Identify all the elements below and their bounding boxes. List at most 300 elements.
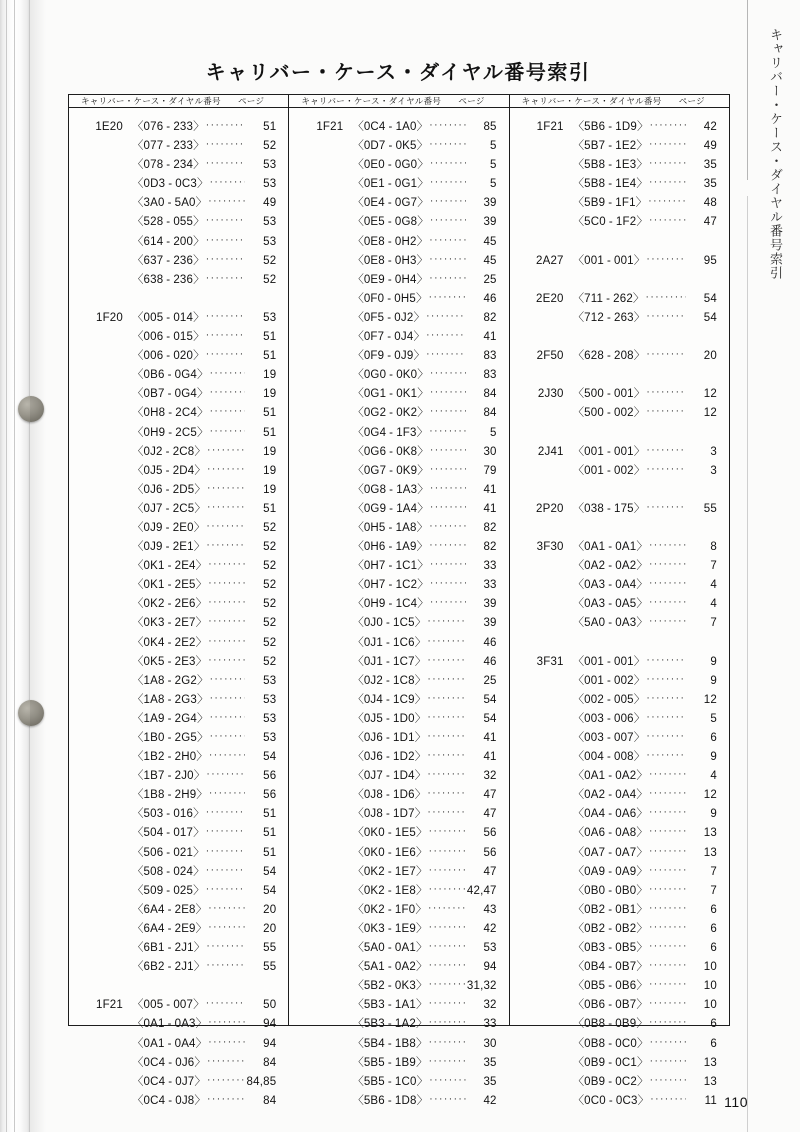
- index-entry[interactable]: [289, 748, 508, 767]
- dot-leader: [207, 1073, 245, 1085]
- bracket-open: 〈: [132, 273, 144, 286]
- index-entry[interactable]: [69, 710, 288, 729]
- index-entry[interactable]: [510, 996, 729, 1015]
- case-number: 0A2: [584, 560, 606, 573]
- dial-number: 0A9: [615, 865, 637, 878]
- case-dial-pair: [564, 939, 648, 955]
- bracket-close: 〉: [194, 1075, 206, 1088]
- index-entry[interactable]: [510, 901, 729, 920]
- group-spacer: [510, 328, 729, 347]
- index-entry[interactable]: [289, 252, 508, 271]
- index-entry[interactable]: [69, 958, 288, 977]
- index-entry[interactable]: [510, 1073, 729, 1092]
- dial-number: 001: [613, 254, 634, 267]
- pair-separator: -: [166, 140, 171, 153]
- entry-page-number: 12: [703, 388, 717, 401]
- case-number: 0B7: [143, 388, 165, 401]
- index-entry[interactable]: [510, 1054, 729, 1073]
- index-entry[interactable]: [69, 729, 288, 748]
- dot-leader: [646, 710, 686, 722]
- case-number: 6B1: [143, 942, 165, 955]
- bracket-close: 〉: [193, 254, 205, 267]
- index-entry[interactable]: [510, 118, 729, 137]
- case-number: 001: [584, 655, 604, 668]
- index-entry[interactable]: [69, 404, 288, 423]
- bracket-close: 〉: [414, 732, 427, 744]
- index-entry[interactable]: [510, 347, 729, 366]
- bracket-close: 〉: [195, 579, 208, 592]
- index-entry[interactable]: [510, 748, 729, 767]
- dot-leader: [207, 500, 245, 512]
- index-entry[interactable]: [510, 920, 729, 939]
- index-entry[interactable]: [510, 882, 729, 901]
- index-entry[interactable]: [289, 920, 508, 939]
- index-entry[interactable]: [510, 653, 729, 672]
- index-entry[interactable]: [510, 595, 729, 614]
- index-entry[interactable]: [69, 538, 288, 557]
- index-entry[interactable]: [69, 443, 288, 462]
- page-edge-shadow: [30, 0, 46, 1132]
- case-number: 0G8: [363, 483, 387, 496]
- index-entry[interactable]: [289, 443, 508, 462]
- bracket-close: 〉: [193, 331, 205, 344]
- case-number: 0A1: [143, 1037, 165, 1050]
- dot-leader: [649, 939, 686, 951]
- index-entry[interactable]: [289, 786, 508, 805]
- index-entry[interactable]: [289, 939, 508, 958]
- bracket-open: 〈: [352, 770, 364, 783]
- dot-leader: [649, 863, 686, 875]
- index-entry[interactable]: [510, 194, 729, 213]
- index-entry[interactable]: [69, 271, 288, 290]
- index-entry[interactable]: [510, 824, 729, 843]
- index-entry[interactable]: [289, 805, 508, 824]
- index-entry[interactable]: [510, 958, 729, 977]
- pair-separator: -: [608, 808, 613, 821]
- index-entry[interactable]: [289, 672, 508, 691]
- index-entry[interactable]: [69, 653, 288, 672]
- index-entry[interactable]: [510, 786, 729, 805]
- entry-page-number: 84: [483, 388, 497, 401]
- dial-number: 0A4: [615, 789, 637, 802]
- index-entry[interactable]: [510, 309, 729, 328]
- index-entry[interactable]: [69, 576, 288, 595]
- pair-separator: -: [387, 999, 392, 1012]
- index-entry[interactable]: [289, 557, 508, 576]
- index-entry[interactable]: [289, 271, 508, 290]
- entry-page-number: 19: [263, 464, 277, 477]
- bracket-close: 〉: [417, 388, 429, 401]
- index-entry[interactable]: [289, 538, 508, 557]
- bracket-open: 〈: [572, 560, 585, 573]
- index-entry[interactable]: [289, 213, 508, 232]
- group-spacer: [510, 424, 729, 443]
- index-entry[interactable]: [69, 366, 288, 385]
- index-entry[interactable]: [510, 729, 729, 748]
- entry-page-number: 52: [263, 254, 277, 267]
- index-entry[interactable]: [510, 557, 729, 576]
- index-entry[interactable]: [289, 385, 508, 404]
- index-entry[interactable]: [289, 462, 508, 481]
- bracket-close: 〉: [415, 292, 428, 305]
- dot-leader: [426, 309, 466, 321]
- entry-page-number: 6: [710, 1018, 717, 1031]
- bracket-close: 〉: [416, 140, 429, 153]
- index-entry[interactable]: [510, 710, 729, 729]
- case-dial-pair: [123, 385, 208, 401]
- index-entry[interactable]: [289, 882, 508, 901]
- index-entry[interactable]: [510, 844, 729, 863]
- bracket-close: 〉: [416, 273, 429, 286]
- case-dial-pair: [123, 271, 205, 287]
- dot-leader: [206, 347, 246, 359]
- index-entry[interactable]: [69, 1015, 288, 1034]
- bracket-open: 〈: [572, 502, 585, 515]
- dot-leader: [206, 882, 246, 894]
- case-dial-pair: [343, 500, 428, 516]
- bracket-close: 〉: [193, 961, 206, 974]
- case-number: 5B4: [363, 1037, 385, 1050]
- dial-number: 0A7: [615, 846, 637, 859]
- index-entry[interactable]: [289, 1015, 508, 1034]
- index-entry[interactable]: [289, 118, 508, 137]
- index-entry[interactable]: [69, 672, 288, 691]
- bracket-close: 〉: [633, 407, 646, 420]
- pair-separator: -: [166, 846, 171, 859]
- index-entry[interactable]: [69, 137, 288, 156]
- index-entry[interactable]: [510, 290, 729, 309]
- bracket-close: 〉: [636, 827, 648, 840]
- index-entry[interactable]: [289, 347, 508, 366]
- dial-number: 0B7: [615, 999, 637, 1012]
- index-entry[interactable]: [289, 175, 508, 194]
- entry-page-number: 6: [710, 732, 717, 744]
- index-entry[interactable]: [289, 634, 508, 653]
- index-entry[interactable]: [289, 1073, 508, 1092]
- index-entry[interactable]: [289, 901, 508, 920]
- index-entry[interactable]: [510, 672, 729, 691]
- index-entry[interactable]: [510, 805, 729, 824]
- index-entry[interactable]: [69, 519, 288, 538]
- entry-page-number: 30: [483, 445, 497, 458]
- dot-leader: [209, 404, 245, 416]
- index-entry[interactable]: [510, 213, 729, 232]
- dot-leader: [430, 462, 466, 474]
- bracket-open: 〈: [572, 712, 585, 725]
- index-entry[interactable]: [510, 1092, 729, 1111]
- dot-leader: [646, 653, 686, 665]
- case-dial-pair: [123, 347, 205, 363]
- index-entry[interactable]: [69, 347, 288, 366]
- bracket-open: 〈: [352, 388, 364, 401]
- index-entry[interactable]: [289, 519, 508, 538]
- bracket-close: 〉: [415, 1037, 428, 1050]
- pair-separator: -: [385, 751, 391, 764]
- pair-separator: -: [608, 541, 613, 554]
- dot-leader: [206, 156, 246, 168]
- index-entry[interactable]: [289, 691, 508, 710]
- dial-number: 0B6: [615, 980, 637, 993]
- entry-page-number: 52: [263, 140, 277, 153]
- case-number: 0D3: [143, 178, 166, 191]
- dot-leader: [646, 309, 686, 321]
- index-entry[interactable]: [289, 194, 508, 213]
- dot-leader: [648, 194, 686, 206]
- bracket-open: 〈: [132, 331, 144, 344]
- dot-leader: [206, 137, 246, 149]
- bracket-close: 〉: [413, 350, 425, 363]
- index-entry[interactable]: [289, 996, 508, 1015]
- pair-separator: -: [167, 789, 172, 802]
- index-entry[interactable]: [510, 175, 729, 194]
- index-entry[interactable]: [289, 424, 508, 443]
- case-dial-pair: [343, 175, 428, 191]
- index-entry[interactable]: [289, 863, 508, 882]
- index-entry[interactable]: [510, 767, 729, 786]
- index-entry[interactable]: [289, 156, 508, 175]
- index-entry[interactable]: [289, 614, 508, 633]
- entry-page-number: 56: [263, 770, 277, 783]
- index-entry[interactable]: [289, 290, 508, 309]
- index-entry[interactable]: [289, 233, 508, 252]
- index-entry[interactable]: [289, 1054, 508, 1073]
- index-entry[interactable]: [510, 137, 729, 156]
- index-entry[interactable]: [69, 844, 288, 863]
- case-number: 0J7: [143, 502, 163, 515]
- index-entry[interactable]: [289, 653, 508, 672]
- index-entry[interactable]: [510, 404, 729, 423]
- index-entry[interactable]: [69, 557, 288, 576]
- index-entry[interactable]: [510, 156, 729, 175]
- index-entry[interactable]: [289, 576, 508, 595]
- bracket-close: 〉: [636, 903, 648, 916]
- bracket-close: 〉: [636, 846, 648, 859]
- index-entry[interactable]: [69, 1092, 288, 1111]
- case-number: 5B5: [363, 1075, 385, 1088]
- pair-separator: -: [385, 693, 391, 706]
- case-dial-pair: [343, 634, 426, 650]
- case-dial-pair: [123, 500, 206, 516]
- bracket-open: 〈: [352, 121, 364, 133]
- entry-page-number: 35: [483, 1075, 497, 1088]
- index-entry[interactable]: [289, 977, 508, 996]
- index-entry[interactable]: [69, 748, 288, 767]
- index-entry[interactable]: [510, 614, 729, 633]
- case-number: 712: [584, 311, 604, 324]
- index-entry[interactable]: [69, 1035, 288, 1054]
- bracket-open: 〈: [352, 942, 364, 955]
- index-entry[interactable]: [69, 805, 288, 824]
- column-body: [69, 108, 288, 1111]
- index-entry[interactable]: [510, 576, 729, 595]
- pair-separator: -: [166, 216, 171, 229]
- case-number: 0A6: [584, 827, 606, 840]
- index-entry[interactable]: [289, 958, 508, 977]
- dial-number: 1A2: [394, 1018, 416, 1031]
- index-entry[interactable]: [69, 1073, 288, 1092]
- caliber-number: 3F30: [536, 541, 564, 554]
- case-dial-pair: [343, 538, 428, 554]
- dial-number: 2E4: [174, 560, 196, 573]
- dial-number: 1D4: [393, 770, 415, 783]
- pair-separator: -: [608, 1094, 613, 1107]
- index-entry[interactable]: [510, 500, 729, 519]
- case-dial-pair: [343, 1035, 427, 1051]
- index-entry[interactable]: [69, 767, 288, 786]
- case-dial-pair: [123, 557, 207, 573]
- index-entry[interactable]: [289, 767, 508, 786]
- index-entry[interactable]: [289, 366, 508, 385]
- index-entry[interactable]: [510, 863, 729, 882]
- index-entry[interactable]: [69, 213, 288, 232]
- dot-leader: [208, 194, 245, 206]
- index-entry[interactable]: [69, 424, 288, 443]
- index-entry[interactable]: [69, 252, 288, 271]
- case-number: 5A0: [584, 617, 606, 630]
- bracket-open: 〈: [572, 789, 585, 802]
- bracket-open: 〈: [572, 216, 585, 229]
- index-entry[interactable]: [289, 328, 508, 347]
- index-entry[interactable]: [69, 939, 288, 958]
- dot-leader: [430, 385, 466, 397]
- case-number: 5B3: [363, 999, 385, 1012]
- index-entry[interactable]: [69, 1054, 288, 1073]
- bracket-open: 〈: [132, 502, 144, 515]
- pair-separator: -: [165, 483, 170, 496]
- index-entry[interactable]: [510, 691, 729, 710]
- index-entry[interactable]: [510, 462, 729, 481]
- index-entry[interactable]: [510, 385, 729, 404]
- dial-number: 0G7: [394, 197, 418, 210]
- bracket-close: 〉: [636, 178, 648, 191]
- index-entry[interactable]: [69, 824, 288, 843]
- index-entry[interactable]: [69, 462, 288, 481]
- dot-leader: [649, 901, 686, 913]
- caliber-number: 2P20: [535, 502, 564, 515]
- bracket-open: 〈: [132, 922, 144, 935]
- dial-number: 0G0: [394, 159, 418, 172]
- index-entry[interactable]: [510, 443, 729, 462]
- index-entry[interactable]: [69, 309, 288, 328]
- index-entry[interactable]: [289, 595, 508, 614]
- index-entry[interactable]: [69, 920, 288, 939]
- dot-leader: [206, 958, 245, 970]
- index-entry[interactable]: [510, 1015, 729, 1034]
- bracket-open: 〈: [352, 197, 364, 210]
- index-entry[interactable]: [69, 786, 288, 805]
- index-entry[interactable]: [289, 309, 508, 328]
- entry-page-number: 12: [703, 693, 717, 706]
- index-entry[interactable]: [289, 729, 508, 748]
- dot-leader: [426, 328, 466, 340]
- index-entry[interactable]: [69, 194, 288, 213]
- group-spacer: [510, 366, 729, 385]
- index-entry[interactable]: [289, 404, 508, 423]
- index-entry[interactable]: [289, 137, 508, 156]
- index-entry[interactable]: [510, 939, 729, 958]
- bracket-open: 〈: [132, 770, 144, 783]
- pair-separator: -: [606, 655, 611, 668]
- entry-page-number: 9: [710, 751, 717, 764]
- bracket-close: 〉: [417, 178, 429, 191]
- index-entry[interactable]: [69, 500, 288, 519]
- group-spacer: [510, 634, 729, 653]
- case-number: 0J8: [363, 789, 383, 802]
- index-entry[interactable]: [510, 538, 729, 557]
- index-entry[interactable]: [69, 233, 288, 252]
- entry-page-number: 82: [483, 311, 497, 324]
- case-number: 0B2: [584, 922, 606, 935]
- entry-page-number: 52: [263, 598, 277, 611]
- bracket-close: 〉: [636, 216, 648, 229]
- index-entry[interactable]: [69, 595, 288, 614]
- index-entry[interactable]: [69, 481, 288, 500]
- index-entry[interactable]: [289, 1035, 508, 1054]
- index-entry[interactable]: [510, 252, 729, 271]
- bracket-open: 〈: [572, 865, 585, 878]
- bracket-open: 〈: [572, 674, 585, 687]
- pair-separator: -: [166, 273, 171, 286]
- index-entry[interactable]: [289, 710, 508, 729]
- index-entry[interactable]: [289, 844, 508, 863]
- case-dial-pair: [343, 1015, 427, 1031]
- dial-number: 2G2: [174, 674, 197, 687]
- dial-number: 0J2: [394, 311, 414, 324]
- case-number: 500: [584, 407, 604, 420]
- dial-number: 0K5: [395, 140, 417, 153]
- case-dial-pair: [343, 863, 427, 879]
- bracket-close: 〉: [633, 693, 646, 706]
- pair-separator: -: [608, 980, 613, 993]
- pair-separator: -: [167, 903, 172, 916]
- index-entry[interactable]: [69, 863, 288, 882]
- dial-number: 014: [173, 311, 194, 324]
- bracket-open: 〈: [352, 292, 364, 305]
- index-entry[interactable]: [69, 118, 288, 137]
- bracket-open: 〈: [572, 598, 585, 611]
- index-entry[interactable]: [69, 614, 288, 633]
- bracket-open: 〈: [132, 560, 144, 573]
- case-number: 0K1: [143, 560, 165, 573]
- entry-page-number: 6: [710, 903, 717, 916]
- index-entry[interactable]: [69, 156, 288, 175]
- case-number: 1B2: [143, 751, 165, 764]
- pair-separator: -: [167, 942, 172, 955]
- entry-page-number: 19: [263, 445, 277, 458]
- index-entry[interactable]: [289, 500, 508, 519]
- index-entry[interactable]: [289, 824, 508, 843]
- index-entry[interactable]: [69, 175, 288, 194]
- index-entry[interactable]: [69, 385, 288, 404]
- case-dial-pair: [123, 958, 205, 974]
- index-entry[interactable]: [510, 1035, 729, 1054]
- index-entry[interactable]: [510, 977, 729, 996]
- index-entry[interactable]: [69, 634, 288, 653]
- index-entry[interactable]: [289, 481, 508, 500]
- index-entry[interactable]: [69, 882, 288, 901]
- index-entry[interactable]: [69, 901, 288, 920]
- index-entry[interactable]: [69, 996, 288, 1015]
- index-entry[interactable]: [69, 328, 288, 347]
- entry-page-number: 82: [483, 521, 497, 534]
- entry-page-number: 39: [483, 216, 497, 229]
- index-entry[interactable]: [289, 1092, 508, 1111]
- index-entry[interactable]: [69, 691, 288, 710]
- case-number: 038: [584, 502, 604, 515]
- case-dial-pair: [343, 557, 428, 573]
- case-number: 002: [584, 693, 604, 706]
- case-dial-pair: [123, 194, 207, 210]
